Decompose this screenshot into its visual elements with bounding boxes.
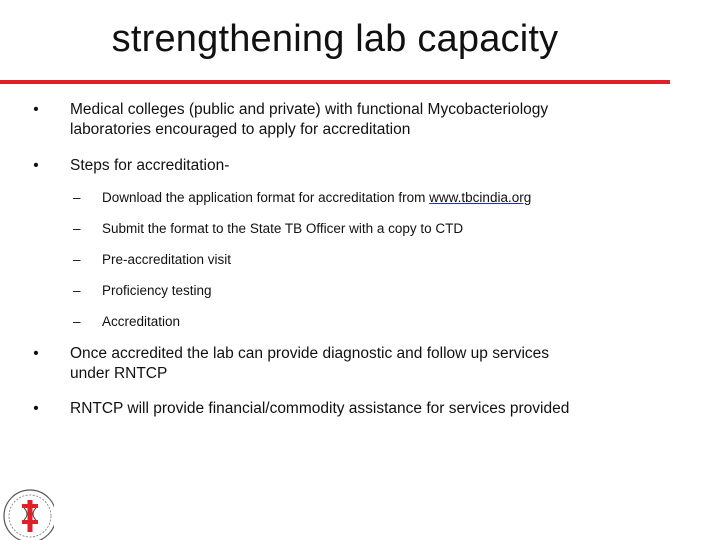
bullet-text: Medical colleges (public and private) with functional Mycobacteriology laboratories encouraged to apply for accreditation	[70, 101, 549, 138]
sub-list-item	[30, 189, 630, 207]
bullet-text: Once accredited the lab can provide diagnostic and follow up services under RNTCP	[70, 345, 550, 382]
list-item	[30, 100, 590, 140]
bullet-text: RNTCP will provide financial/commodity assistance for services provided	[70, 400, 570, 417]
bullet-icon: •	[33, 345, 39, 362]
sub-step-text	[102, 189, 630, 207]
dash-icon: –	[73, 190, 81, 205]
dash-icon: –	[73, 221, 81, 236]
sub-step-text: Submit the format to the State TB Officer with a copy to CTD	[102, 221, 464, 236]
bullet-icon: •	[33, 101, 39, 118]
sub-step-text: Accreditation	[102, 314, 181, 329]
bullet-icon: •	[33, 400, 39, 417]
list-item	[30, 344, 590, 384]
sub-step-text: Proficiency testing	[102, 283, 212, 298]
bullet-icon: •	[33, 157, 39, 174]
dash-icon: –	[73, 252, 81, 267]
dash-icon: –	[73, 314, 81, 329]
bullet-text: Steps for accreditation-	[70, 157, 230, 174]
tbcindia-link[interactable]: www.tbcindia.org	[429, 190, 532, 205]
title-divider	[0, 80, 670, 84]
slide-title: strengthening lab capacity	[111, 18, 559, 60]
sub-list-item	[30, 282, 630, 300]
emblem-icon	[0, 486, 54, 540]
sub-list-item	[30, 313, 630, 331]
sub-list-item	[30, 220, 630, 238]
sub-step-prefix: Download the application format for accreditation from	[102, 190, 430, 205]
dash-icon: –	[73, 283, 81, 298]
sub-step-text: Pre-accreditation visit	[102, 252, 232, 267]
sub-list-item	[30, 251, 630, 269]
list-item	[30, 399, 630, 419]
list-item	[30, 156, 590, 176]
